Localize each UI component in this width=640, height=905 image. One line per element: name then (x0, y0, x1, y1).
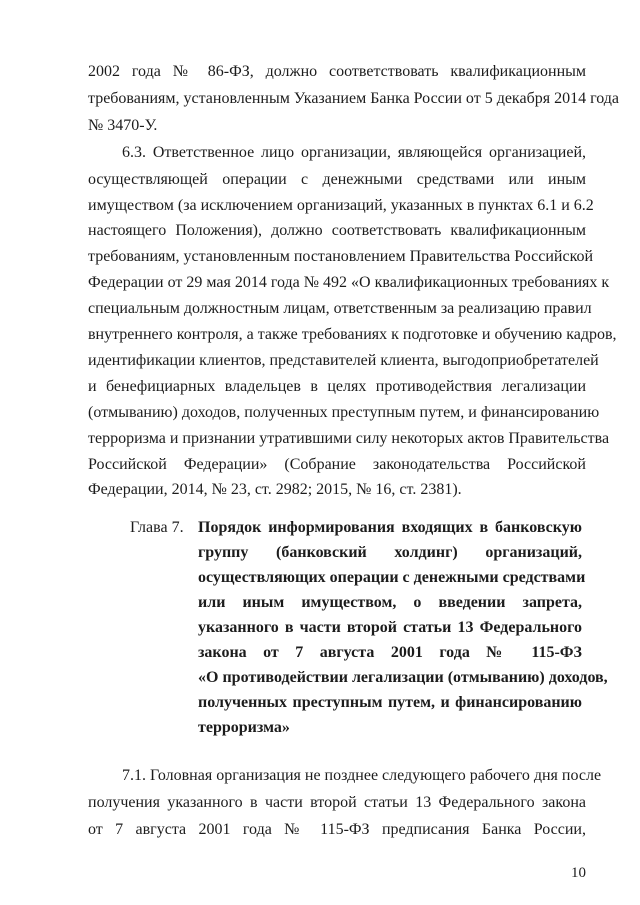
paragraph-6-3-line-4: настоящего Положения), должно соответствовать квалификационным (88, 222, 586, 239)
chapter-title-line-8: полученных преступным путем, и финансированию (198, 694, 582, 711)
paragraph-6-3-line-5: требованиям, установленным постановлением Правительства Российской (88, 248, 594, 265)
chapter-title-line-6: закона от 7 августа 2001 года № 115-ФЗ (198, 644, 582, 661)
paragraph-6-3-line-14: Федерации, 2014, № 23, ст. 2982; 2015, № 16, ст. 2381). (88, 481, 462, 498)
paragraph-7-1-line-1: 7.1. Головная организация не позднее следующего рабочего дня после (122, 767, 602, 784)
paragraph-6-3-line-13: Российской Федерации» (Собрание законодательства Российской (88, 456, 586, 473)
paragraph-6-3-line-12: терроризма и признании утратившими силу некоторых актов Правительства (88, 430, 610, 447)
page-number: 10 (571, 865, 586, 881)
paragraph-6-3-line-7: специальным должностным лицам, ответственным за реализацию правил (88, 300, 592, 317)
paragraph-7-1-line-3: от 7 августа 2001 года № 115-ФЗ предписания Банка России, (88, 821, 586, 838)
chapter-title-line-5: указанного в части второй статьи 13 Федерального (198, 619, 582, 636)
carryover-line-1: 2002 года № 86-ФЗ, должно соответствовать квалификационным (88, 63, 586, 80)
paragraph-6-3-line-6: Федерации от 29 мая 2014 года № 492 «О квалификационных требованиях к (88, 274, 610, 291)
carryover-line-3: № 3470-У. (88, 117, 158, 134)
paragraph-6-3-line-9: идентификации клиентов, представителей клиента, выгодоприобретателей (88, 352, 599, 369)
carryover-line-2: требованиям, установленным Указанием Банка России от 5 декабря 2014 года (88, 90, 620, 107)
paragraph-6-3-line-3: имуществом (за исключением организаций, указанных в пунктах 6.1 и 6.2 (88, 197, 594, 214)
paragraph-7-1-line-2: получения указанного в части второй статьи 13 Федерального закона (88, 794, 586, 811)
paragraph-6-3-line-8: внутреннего контроля, а также требованиях к подготовке и обучению кадров, (88, 326, 617, 343)
chapter-title-line-3: осуществляющих операции с денежными средствами (198, 569, 586, 586)
chapter-title-line-4: или иным имуществом, о введении запрета, (198, 594, 582, 611)
chapter-title-line-2: группу (банковский холдинг) организаций, (198, 544, 582, 561)
paragraph-6-3-line-1: 6.3. Ответственное лицо организации, являющейся организацией, (122, 144, 586, 161)
paragraph-6-3-line-10: и бенефициарных владельцев в целях противодействия легализации (88, 378, 586, 395)
chapter-title-line-9: терроризма» (198, 719, 290, 736)
chapter-title-line-1: Порядок информирования входящих в банковскую (198, 519, 582, 536)
paragraph-6-3-line-11: (отмыванию) доходов, полученных преступным путем, и финансированию (88, 404, 600, 421)
paragraph-6-3-line-2: осуществляющей операции с денежными средствами или иным (88, 171, 586, 188)
chapter-title-line-7: «О противодействии легализации (отмыванию) доходов, (198, 669, 608, 686)
chapter-label: Глава 7. (130, 519, 184, 536)
